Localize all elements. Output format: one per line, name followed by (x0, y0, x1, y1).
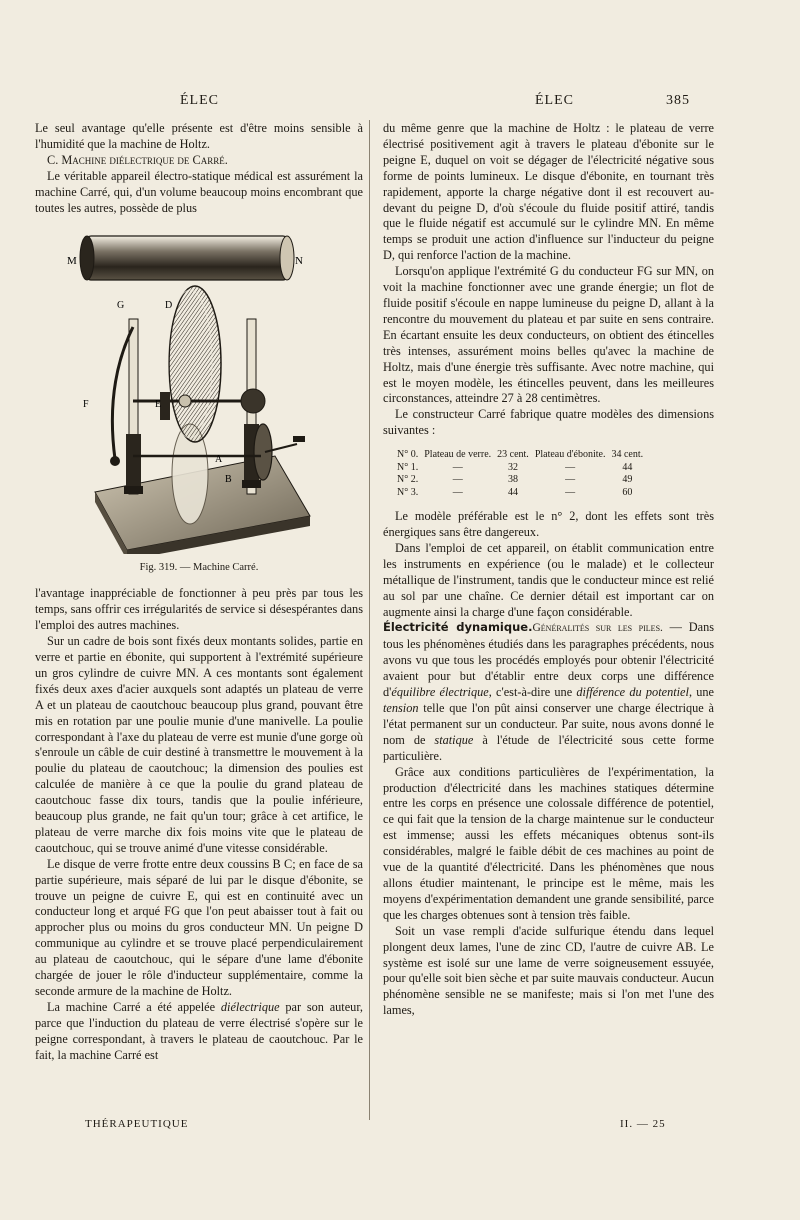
right-column (383, 121, 714, 1019)
section-subtitle: Généralités sur les piles. (532, 622, 663, 635)
right-p6-i2: différence du potentiel (576, 685, 689, 700)
right-paragraph-2: Lorsqu'on applique l'extrémité G du conducteur FG sur MN, on voit la machine fonctionner avec une grande énergie; un flot de fluide positif s'écoule en nappe lumineuse du peigne D, allant à la rencontre du mouvement du plateau et par suite en sens contraire. En écartant ensuite les deux conducteurs, on obtient des étincelles très intenses, assurément moins belles qu'avec la machine de Holtz, mais d'une énergie très suffisante. Avec notre machine, qui est le moyen modèle, les étincelles peuvent, dans les meilleures circonstances, atteindre 27 à 28 centimètres. (383, 264, 714, 406)
table-cell: 60 (622, 486, 633, 498)
left-post-base (126, 434, 141, 489)
table-cell: Plateau de verre. (424, 449, 492, 461)
table-cell: 38 (507, 474, 518, 486)
table-cell: — (565, 486, 576, 498)
left-p6-italic: diélectrique (220, 999, 280, 1014)
right-p6-i3: tension (383, 701, 419, 715)
machine-carre-illustration (35, 224, 363, 554)
footer-left: THÉRAPEUTIQUE (85, 1118, 189, 1130)
figure-label-a: A (215, 454, 223, 466)
ebonite-disk (169, 286, 221, 442)
figure-label-b: B (225, 474, 232, 486)
table-cell: 32 (507, 461, 518, 473)
right-paragraph-3: Le constructeur Carré fabrique quatre modèles des dimensions suivantes : (383, 407, 714, 438)
table-cell: — (452, 486, 463, 498)
table-cell: — (452, 474, 463, 486)
right-p6-e: à l'étude de l'électricité sous cette forme particulière. (383, 732, 714, 763)
table-cell: N° 1. (397, 461, 419, 473)
right-p6-c: , une (688, 685, 715, 700)
right-paragraph-8: Soit un vase rempli d'acide sulfurique étendu dans lequel plongent deux lames, l'une de zinc CD, l'autre de cuivre AB. Le système est isolé sur une lame de verre soigneusement essuyée, pour qu'elle soit bien sèche et par suite mauvais conducteur. Aucun phénomène sensible ne se manifeste; mais si l'on met l'une des lames, (383, 923, 714, 1018)
table-cell: N° 2. (397, 474, 419, 486)
table-row (397, 474, 649, 487)
right-paragraph-7: Grâce aux conditions particulières de l'expérimentation, la production d'électricité dans les machines statiques détermine entre les corps en présence une colossale différence de potentiel, ce qui fait que la tension de la charge maintenue sur le conducteur est immense; aussi les effets mécaniques obtenus sont-ils considérables, malgré le faible débit de ces machines au point de vue de la quantité d'électricité. Dans les phénomènes que nous allons étudier maintenant, le principe est le même, mais les moyens d'expérimentation demandent une grande sensibilité, parce que les charges obtenues sont à tension très faible. (383, 764, 714, 922)
table-row (397, 487, 649, 500)
table-row (397, 449, 649, 462)
right-paragraph-1: du même genre que la machine de Holtz : le plateau de verre électrisé positivement agit à travers le plateau d'ébonite sur le peigne E, duquel on voit se dégager de l'électricité négative sous forme de points lumineux. Le disque d'ébonite, en tournant très rapidement, apporte la charge négative dont il est recouvert au-devant du peigne D, d'où s'écoule du fluide positif attiré, tandis que le fluide négatif est accumulé sur le cylindre MN. En même temps se produit une action d'influence sur l'inducteur du peigne D, qui renforce l'action de la machine. (383, 121, 714, 263)
models-table (397, 449, 649, 499)
left-paragraph-6 (35, 1000, 363, 1064)
figure-machine-carre (35, 224, 363, 554)
footer-right: II. — 25 (620, 1118, 666, 1130)
right-p6-b: , c'est-à-dire une (488, 685, 577, 700)
left-paragraph-4: Sur un cadre de bois sont fixés deux montants solides, partie en verre et partie en ébonite, qui supportent à l'extrémité supérieure un gros cylindre de cuivre MN. A ces montants sont également fixés deux axes d'acier auxquels sont adaptés un plateau de verre A et un plateau de caoutchouc beaucoup plus grand, pouvant être mis en rotation par une poulie munie d'une manivelle. La poulie correspondant à l'axe du plateau de verre est munie d'une gorge où s'enroule un câble de cuir destiné à transmettre le mouvement à la poulie du plateau de caoutchouc; la dimension des poulies est calculée de manière à ce que la poulie du grand plateau de caoutchouc fasse dix tours, tandis que la poulie inférieure, beaucoup plus grande, ne fait qu'un tour; grâce à cet artifice, le plateau de verre marche dix fois moins vite que le plateau de caoutchouc, qui se trouve animé d'une vitesse considérable. (35, 634, 363, 855)
right-paragraph-4: Le modèle préférable est le n° 2, dont les effets sont très énergiques sans être dangereux. (383, 509, 714, 540)
section-c-title: C. Machine diélectrique de Carré. (47, 152, 228, 167)
left-column (35, 121, 363, 1064)
copper-cylinder-mn (87, 236, 287, 280)
crank-handle (293, 436, 305, 442)
figure-label-f: F (83, 399, 89, 411)
figure-label-e: E (155, 399, 162, 411)
table-cell: 44 (622, 461, 633, 473)
left-paragraph-2: Le véritable appareil électro-statique médical est assurément la machine Carré, qui, d'un volume beaucoup moins encombrant que toutes les autres, possède de plus (35, 168, 363, 215)
table-cell: N° 3. (397, 486, 419, 498)
table-cell: N° 0. (397, 449, 419, 461)
pulley (254, 424, 272, 480)
figure-label-g: G (117, 300, 125, 312)
right-paragraph-6 (383, 620, 714, 764)
column-divider (369, 120, 370, 1120)
comb-e (160, 392, 170, 420)
left-paragraph-5: Le disque de verre frotte entre deux coussins B C; en face de sa partie supérieure, mais séparé de lui par le disque d'ébonite, se trouve un peigne de cuivre E, qui est en continuité avec un conducteur long et arqué FG que l'on peut abaisser tout à fait ou approcher plus ou moins du gros conducteur MN. Un peigne D communique au cylindre et se trouve placé perpendiculairement au plateau de caoutchouc, qui le sépare d'une lame d'ébonite chargée de jouer le rôle d'inducteur supplémentaire, comme la seconde armure de la machine de Holtz. (35, 856, 363, 998)
table-cell: — (565, 461, 576, 473)
running-head-left: ÉLEC (180, 93, 219, 108)
figure-label-m: M (67, 255, 77, 268)
section-title: Électricité dynamique. (383, 620, 533, 635)
figure-caption: Fig. 319. — Machine Carré. (139, 562, 259, 574)
running-head-center: ÉLEC (535, 93, 574, 108)
left-paragraph-3: l'avantage inappréciable de fonctionner à peu près par tous les temps, sans offrir ces irrégularités de service si désespérantes dans l'emploi des autres machines. (35, 586, 363, 633)
left-p6-after: par son auteur, parce que l'induction du plateau de verre électrisé s'opère sur le peigne correspondant, à travers le plateau de caoutchouc. Par le fait, la machine Carré est (35, 999, 363, 1062)
right-p6-i4: statique (434, 732, 474, 747)
figure-label-d: D (165, 300, 173, 312)
table-cell: 34 cent. (611, 449, 644, 461)
page-number: 385 (666, 93, 690, 108)
table-row (397, 462, 649, 475)
table-cell: — (452, 461, 463, 473)
left-paragraph-1: Le seul avantage qu'elle présente est d'être moins sensible à l'humidité que la machine de Holtz. (35, 121, 363, 151)
right-paragraph-5: Dans l'emploi de cet appareil, on établit communication entre les instruments en expérience (ou le malade) et le collecteur métallique de l'instrument, tandis que le conducteur mince est relié au sol par une chaîne. Ce dernier détail est important car on augmente ainsi la charge d'une façon considérable. (383, 540, 714, 619)
left-p6-before: La machine Carré a été appelée (47, 999, 221, 1014)
right-p6-a: — Dans tous les phénomènes étudiés dans les paragraphes précédents, nous avons vu que tous les procédés employés pour obtenir l'électricité avaient pour but d'établir entre deux corps une différence d' (383, 620, 714, 700)
table-cell: 44 (507, 486, 518, 498)
table-cell: 23 cent. (497, 449, 529, 461)
right-p6-i1: équilibre électrique (391, 685, 489, 700)
table-cell: 49 (622, 474, 633, 486)
figure-label-n: N (295, 255, 303, 268)
table-cell: Plateau d'ébonite. (534, 449, 606, 461)
table-cell: — (565, 474, 576, 486)
right-p6-d: telle que l'on pût ainsi conserver une charge électrique à l'état permanent sur un conducteur. Par suite, nous avons donné le nom de (383, 701, 714, 747)
